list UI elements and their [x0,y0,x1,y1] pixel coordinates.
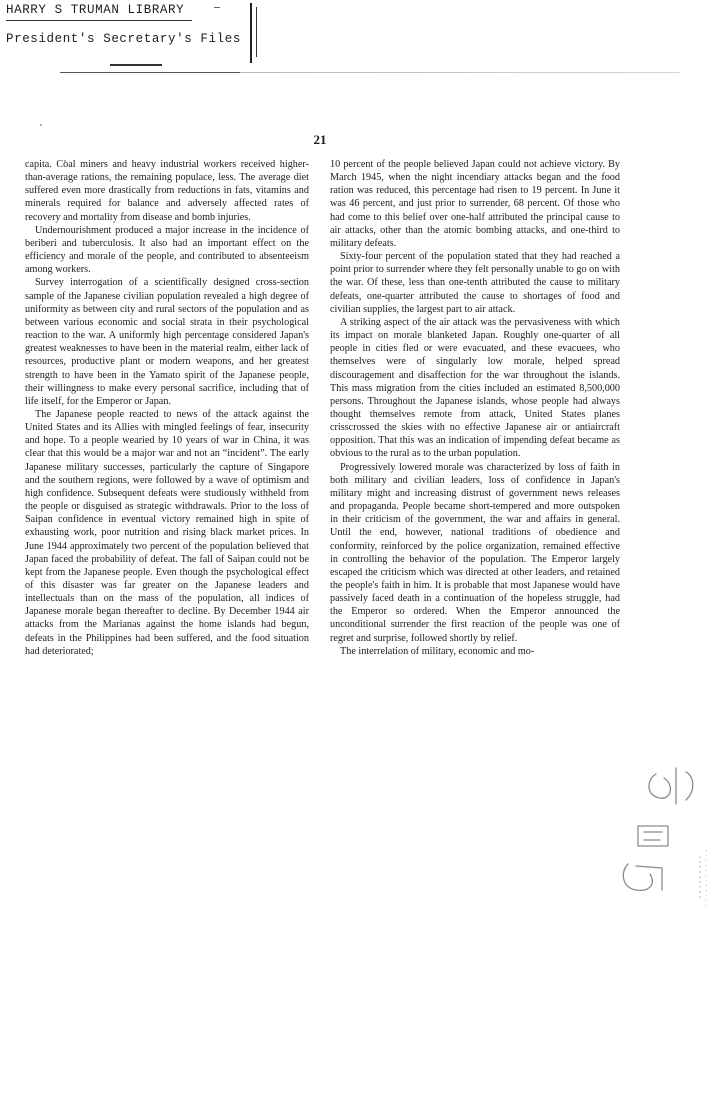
scan-speck [40,124,42,126]
margin-archive-marks [616,760,716,920]
right-column [330,158,620,658]
paragraph: 10 percent of the people believed Japan could not achieve victory. By March 1945, when the night incendiary attacks began and the food ration was reduced, this percentage had risen to 19 percent. In June it was 46 percent, and just prior to surrender, 68 percent. Of those who had come to this belief over one-half attributed the principal cause to air attacks, other than the atomic bombing attacks, and one-third to military defeats. [330,159,620,249]
header-rule-accent [110,64,162,66]
paragraph: Survey interrogation of a scientifically designed cross-section sample of the Japanese civilian population revealed a high degree of uniformity as between city and rural sectors of the population and as between various economic and social strata in their psychological reaction to the war. A uniformly high percentage considered Japan's greatest weaknesses to have been in the material realm, either lack of resources, productive plant or modern weapons, and her greatest strength to have been in the Yamato spirit of the Japanese people, their willingness to make every personal sacrifice, including that of life itself, for the Emperor or Japan. [25,277,309,407]
paragraph: The interrelation of military, economic and mo- [340,645,535,657]
paragraph: The Japanese people reacted to news of the attack against the United States and its Allies with mingled feelings of fear, insecurity and hope. To a people wearied by 10 years of war in China, it was clear that this would be a major war and not an “incident”. The early Japanese military successes, particularly the capture of Singapore and the southern regions, were followed by a wave of optimism and high confidence. Subsequent defeats were studiously withheld from the people or disguised as strategic withdrawals. Prior to the loss of Saipan confidence in eventual victory remained high in spite of exhausting work, poor nutrition and rising black market prices. In June 1944 approximately two percent of the population believed that Japan faced the probability of defeat. The fall of Saipan could not be kept from the Japanese people. Even though the psychological effect of this disaster was far greater on the Japanese leaders and intellectuals than on the mass of the population, all indices of Japanese morale began thereafter to decline. By December 1944 air attacks from the Marianas against the home islands had begun, defeats in the Philippines had been suffered, and the food situation had deteriorated; [25,408,309,657]
stamp-collection-name: President's Secretary's Files [6,32,241,46]
paragraph: Undernourishment produced a major increase in the incidence of beriberi and tuberculosis. It also had an important effect on the efficiency and morale of the people, and contributed to absenteeism among workers. [25,224,309,276]
paragraph: Progressively lowered morale was characterized by loss of faith in both military and civilian leaders, loss of confidence in Japan's military might and increasing distrust of government news releases and propaganda. People became short-tempered and more outspoken in their criticism of the government, the war and affairs in general. Until the end, however, national traditions of obedience and conformity, reinforced by the police organization, remained effective in controlling the behavior of the population. The Emperor largely escaped the criticism which was directed at other leaders, and retained the people's faith in him. It is probable that most Japanese would have passively faced death in a continuation of the hopeless struggle, had the Emperor so ordered. When the Emperor announced the unconditional surrender the first reaction of the people was one of regret and surprise, followed shortly by relief. [330,461,620,644]
page-number: 21 [313,132,327,147]
paragraph: capita. Coal miners and heavy industrial workers received higher-than-average rations, the remaining populace, less. The average diet suffered even more drastically from reductions in fats, vitamins and minerals required for balance and adversely affected rates of recovery and mortality from disease and bomb injuries. [25,159,309,223]
paragraph: Sixty-four percent of the population stated that they had reached a point prior to surrender where they felt personally unable to go on with the war. Of these, less than one-tenth attributed the cause to military defeats, one-quarter attributed the cause to shortages of food and civilian supplies, the largest part to air attack. [330,251,620,315]
archive-stamp [6,3,262,65]
stamp-underline [6,20,192,21]
paragraph: A striking aspect of the air attack was the pervasiveness with which its impact on morale blanketed Japan. Roughly one-quarter of all people in cities fled or were evacuated, and these evacuees, who themselves were of singularly low morale, helped spread discouragement and disaffection for the war throughout the islands. This mass migration from the cities included an estimated 8,500,000 persons. Throughout the Japanese islands, whose people had always thought themselves remote from attack, United States planes crisscrossed the skies with no effective Japanese air or antiaircraft opposition. That this was an indication of impending defeat became as obvious to the rural as to the urban population. [330,316,620,460]
stamp-library-name: HARRY S TRUMAN LIBRARY [6,3,185,17]
stamp-bracket-inner [256,7,259,57]
header-rule [60,72,680,73]
left-column [25,158,309,658]
stamp-tick-mark [214,7,220,8]
